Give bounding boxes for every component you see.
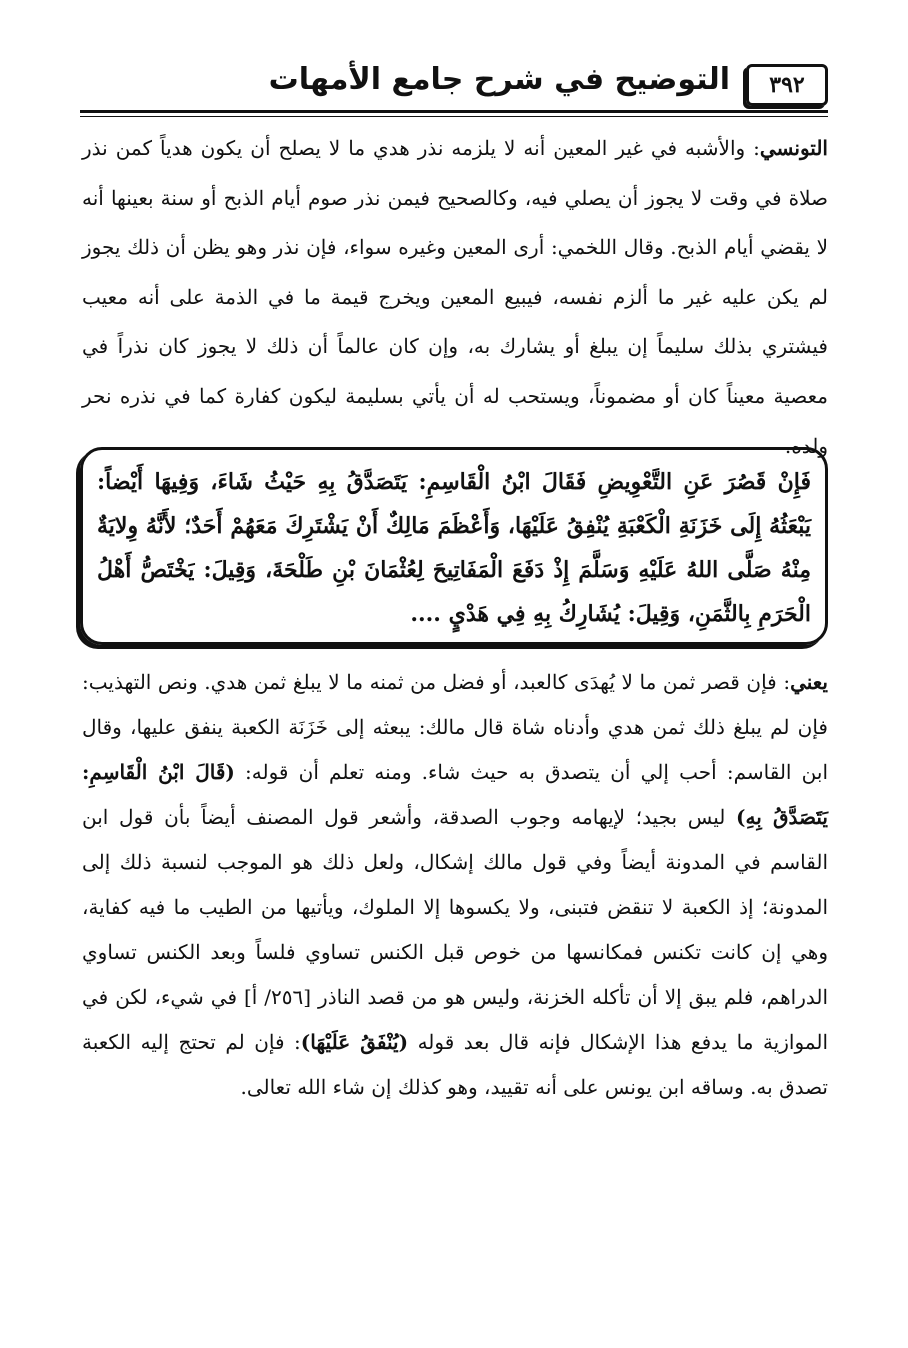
explanation-label: يعني bbox=[790, 670, 828, 694]
paragraph-text bbox=[82, 660, 828, 1110]
speaker-label: التونسي bbox=[759, 136, 828, 160]
header-rule-thick bbox=[80, 110, 828, 113]
matn-box bbox=[80, 447, 828, 645]
commentary-paragraph-1 bbox=[82, 124, 828, 471]
matn-quote-2: (يُنْفَقُ عَلَيْهَا) bbox=[300, 1030, 409, 1054]
book-title: التوضيح في شرح جامع الأمهات bbox=[268, 62, 730, 97]
paragraph-text bbox=[82, 124, 828, 471]
header-rule-thin bbox=[80, 116, 828, 117]
commentary-paragraph-2 bbox=[82, 660, 828, 1110]
page-header bbox=[80, 52, 828, 116]
page-number: ٣٩٢ bbox=[746, 64, 828, 106]
paragraph-body-part-3: : فإن لم تحتج إليه الكعبة تصدق به. وساقه ابن يونس على أنه تقييد، وهو كذلك إن شاء الله تعالى. bbox=[82, 1030, 828, 1099]
paragraph-body-part-2: ليس بجيد؛ لإيهامه وجوب الصدقة، وأشعر قول المصنف أيضاً بأن قول ابن القاسم في المدونة أيضاً وفي قول مالك إشكال، ولعل ذلك هو الموجب لنسبة ذلك إلى المدونة؛ إذ الكعبة لا تنقض فتبنى، ولا يكسوها إلا الملوك، ويأتيها من الطيب ما فيه كفاية، وهي إن كانت تكنس فمكانسها من خوص قبل الكنس تساوي فلساً وبعد الكنس تساوي الدراهم، فلم يبق إلا أن تأكله الخزنة، وليس هو من قصد الناذر [٢٥٦/ أ] في شيء، لكن في الموازية ما يدفع هذا الإشكال فإنه قال بعد قوله bbox=[82, 805, 829, 1054]
matn-text: فَإِنْ قَصُرَ عَنِ التَّعْوِيضِ فَقَالَ ابْنُ الْقَاسِمِ: يَتَصَدَّقُ بِهِ حَيْثُ شَاءَ، وَفِيهَا أَيْضاً: يَبْعَثُهُ إِلَى خَزَنَةِ الْكَعْبَةِ يُنْفِقُ عَلَيْهَا، وَأَعْظَمَ مَالِكٌ أَنْ يَشْتَرِكَ مَعَهُمْ أَحَدٌ؛ لأَنَّهُ وِلايَةٌ مِنْهُ صَلَّى اللهُ عَلَيْهِ وَسَلَّمَ إِذْ دَفَعَ الْمَفَاتِيحَ لِعُثْمَانَ بْنِ طَلْحَةَ، وَقِيلَ: يَخْتَصُّ أَهْلُ الْحَرَمِ بِالثَّمَنِ، وَقِيلَ: يُشَارِكُ بِهِ فِي هَدْيٍ .... bbox=[97, 469, 811, 627]
paragraph-body: : والأشبه في غير المعين أنه لا يلزمه نذر هدي ما لا يصلح أن يكون هدياً كمن نذر صلاة في وقت لا يجوز أن يصلي فيه، وكالصحيح فيمن نذر صوم أيام الذبح أو سنة بعينها أنه لا يقضي أيام الذبح. وقال اللخمي: أرى المعين وغيره سواء، فإن نذر وهو يظن أن ذلك يجوز لم يكن عليه غير ما ألزم نفسه، فيبيع المعين ويخرج قيمة ما في الذمة على أنه معيب فيشتري بذلك سليماً إن يبلغ أو يشارك به، وإن كان عالماً أن ذلك لا يجوز كان نذراً في معصية معيناً كان أو مضموناً، ويستحب له أن يأتي بسليمة ليكون كفارة كما في نذره نحر ولده. bbox=[82, 136, 828, 458]
paragraph-body-part-1: : فإن قصر ثمن ما لا يُهدَى كالعبد، أو فضل من ثمنه ما لا يبلغ ثمن هدي. ونص التهذيب: فإن لم يبلغ ذلك ثمن هدي وأدناه شاة قال مالك: يبعثه إلى خَزَنَة الكعبة ينفق عليها، وقال ابن القاسم: أحب إلي أن يتصدق به حيث شاء. ومنه تعلم أن قوله: bbox=[82, 670, 829, 784]
matn-quote-1: (قَالَ ابْنُ الْقَاسِمِ: يَتَصَدَّقُ بِهِ) bbox=[82, 760, 828, 829]
